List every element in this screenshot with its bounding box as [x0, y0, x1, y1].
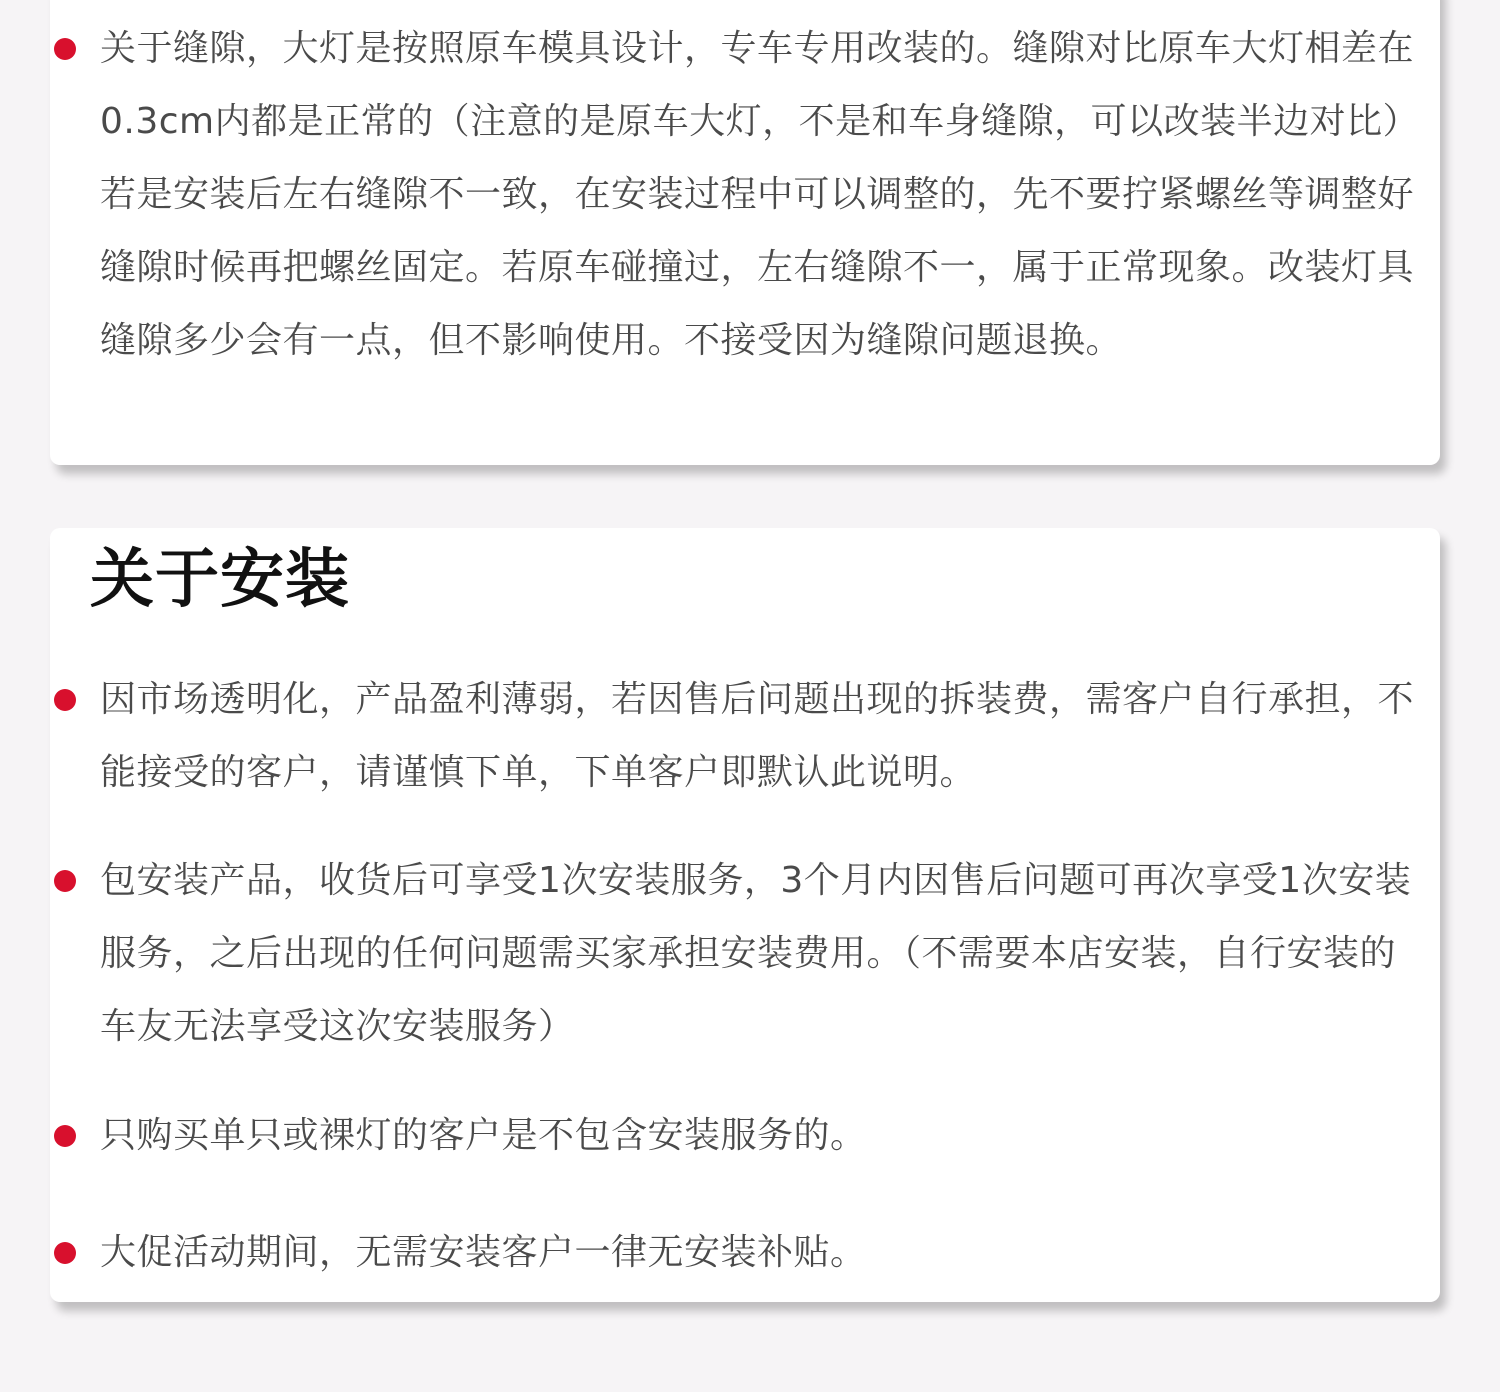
install-notice-text: 大促活动期间，无需安装客户一律无安装补贴。 [100, 1232, 867, 1273]
list-item [50, 1216, 1430, 1289]
list-item [50, 12, 1420, 377]
list-item [50, 844, 1430, 1063]
install-notice-text: 包安装产品，收货后可享受1次安装服务，3个月内因售后问题可再次享受1次安装服务，之后出现的任何问题需买家承担安装费用。（不需要本店安装，自行安装的车友无法享受这次安装服务） [100, 860, 1412, 1047]
bullet-dot-icon [54, 1242, 76, 1264]
install-notice-text: 只购买单只或裸灯的客户是不包含安装服务的。 [100, 1115, 867, 1156]
install-notice-text: 因市场透明化，产品盈利薄弱，若因售后问题出现的拆装费，需客户自行承担，不能接受的客户，请谨慎下单，下单客户即默认此说明。 [100, 679, 1415, 793]
gap-notice-text: 关于缝隙，大灯是按照原车模具设计，专车专用改装的。缝隙对比原车大灯相差在0.3cm内都是正常的（注意的是原车大灯，不是和车身缝隙，可以改装半边对比）若是安装后左右缝隙不一致，在安装过程中可以调整的，先不要拧紧螺丝等调整好缝隙时候再把螺丝固定。若原车碰撞过，左右缝隙不一，属于正常现象。改装灯具缝隙多少会有一点，但不影响使用。不接受因为缝隙问题退换。 [100, 28, 1420, 361]
bullet-dot-icon [54, 689, 76, 711]
section-title: 关于安装 [90, 543, 350, 617]
bullet-dot-icon [54, 870, 76, 892]
install-notice-card [50, 528, 1440, 1302]
list-item [50, 663, 1430, 809]
bullet-dot-icon [54, 38, 76, 60]
list-item [50, 1099, 1430, 1172]
gap-notice-card [50, 0, 1440, 465]
bullet-dot-icon [54, 1125, 76, 1147]
